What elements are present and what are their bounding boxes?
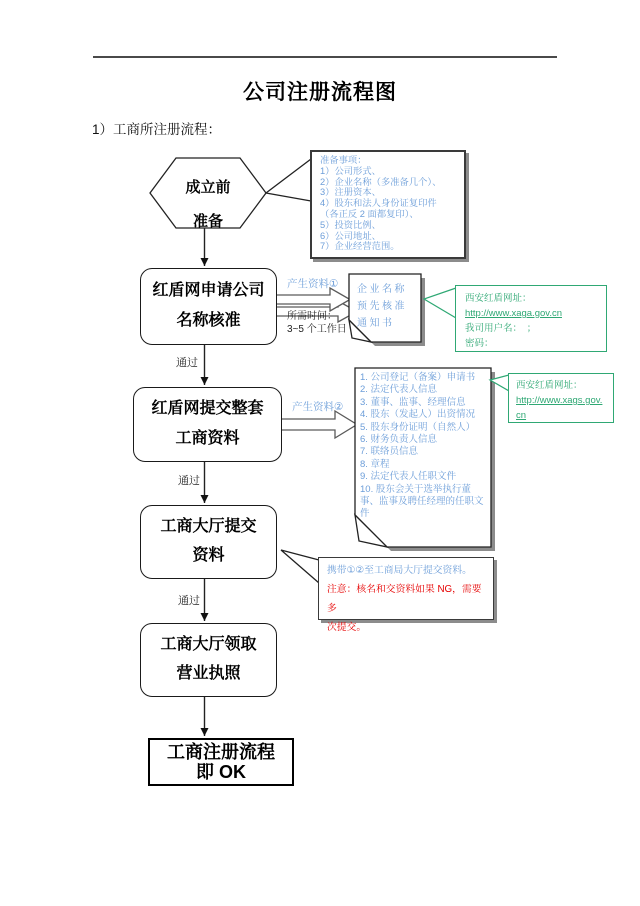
step1-line1: 红盾网申请公司 [152,281,265,299]
document2-item: 9. 法定代表人任职文件 [360,471,457,483]
website1-username: 我司用户名： ； [465,323,537,334]
top-rule [93,56,557,58]
start-hexagon-label [150,176,266,231]
submit-note-line3: 次提交。 [327,622,367,633]
document2-item: 2. 法定代表人信息 [360,384,438,396]
step4-line2: 营业执照 [176,665,241,683]
prepare-line: 7）企业经营范围。 [320,241,400,252]
document2-text [360,372,487,521]
document1-line: 预先核准 [357,301,407,312]
step2-line1: 红盾网提交整套 [151,400,264,418]
website-note-2 [508,373,614,423]
pass-label-1: 通过 [176,357,198,369]
step2-line2: 工商资料 [175,430,240,448]
prepare-line: 2）企业名称（多准备几个）、 [320,176,442,187]
prepare-callout-pointer [266,159,311,201]
document2-item: 6. 财务负责人信息 [360,434,438,446]
step2-box [133,387,282,462]
end-line1: 工商注册流程 [167,742,275,762]
time-value: 3~5 个工作日 [287,324,347,335]
document2-item: 10. 股东会关于选举执行董事、监事及聘任经理的任职文件 [360,483,484,520]
document1-text [357,281,419,332]
end-line2: 即 OK [195,762,246,782]
prepare-callout [310,150,466,259]
prepare-line: 3）注册资本、 [320,187,381,198]
produce-label-2: 产生资料② [292,401,344,413]
prepare-line: （各正反 2 面都复印）、 [320,208,419,219]
submit-note-line1: 携带①②至工商局大厅提交资料。 [327,565,472,576]
section-heading: 1）工商所注册流程： [92,122,222,137]
submit-note-pointer [281,550,319,583]
step3-line1: 工商大厅提交 [160,517,257,535]
website2-title: 西安红盾网址： [516,380,583,391]
step4-box [140,623,277,697]
document1-line: 企业名称 [357,284,407,295]
pass-label-3: 通过 [178,595,200,607]
prepare-line: 6）公司地址、 [320,230,381,241]
time-note [287,310,347,336]
step1-box [140,268,277,345]
prepare-line: 4）股东和法人身份证复印件 [320,198,437,209]
prepare-line: 准备事项： [320,155,367,165]
document2-item: 1. 公司登记（备案）申请书 [360,372,476,383]
website-note1-pointer [424,288,456,318]
submit-note-line2: 注意：核名和交资料如果 NG，需要多 [327,584,482,614]
produce-label-1: 产生资料① [287,278,339,290]
document2-item: 4. 股东（发起人）出资情况 [360,409,476,421]
time-label: 所需时间： [287,311,337,322]
page-title: 公司注册流程图 [243,81,397,104]
end-box [148,738,294,786]
step3-box [140,505,277,579]
website1-url-link[interactable]: http://www.xaga.gov.cn [465,308,562,319]
website1-password: 密码： [465,338,494,349]
website1-title: 西安红盾网址： [465,293,532,304]
document2-item: 7. 联络员信息 [360,446,419,458]
website-note-1 [455,285,607,352]
prepare-line: 5）投资比例、 [320,219,381,230]
submit-note [318,557,494,633]
prepare-line: 1）公司形式、 [320,165,381,176]
start-line2: 准备 [192,213,223,230]
website2-url-link[interactable]: http://www.xags.gov.cn [516,395,603,421]
step1-line2: 名称核准 [176,312,241,330]
produce-arrow-2 [281,411,357,438]
step3-line2: 资料 [192,547,225,565]
pass-label-2: 通过 [178,475,200,487]
document2-item: 8. 章程 [360,458,390,470]
document2-item: 3. 董事、监事、经理信息 [360,396,466,408]
document1-line: 通知书 [357,318,395,329]
start-line1: 成立前 [185,179,231,196]
step4-line1: 工商大厅领取 [160,635,257,653]
document2-item: 5. 股东身份证明（自然人） [360,421,476,433]
